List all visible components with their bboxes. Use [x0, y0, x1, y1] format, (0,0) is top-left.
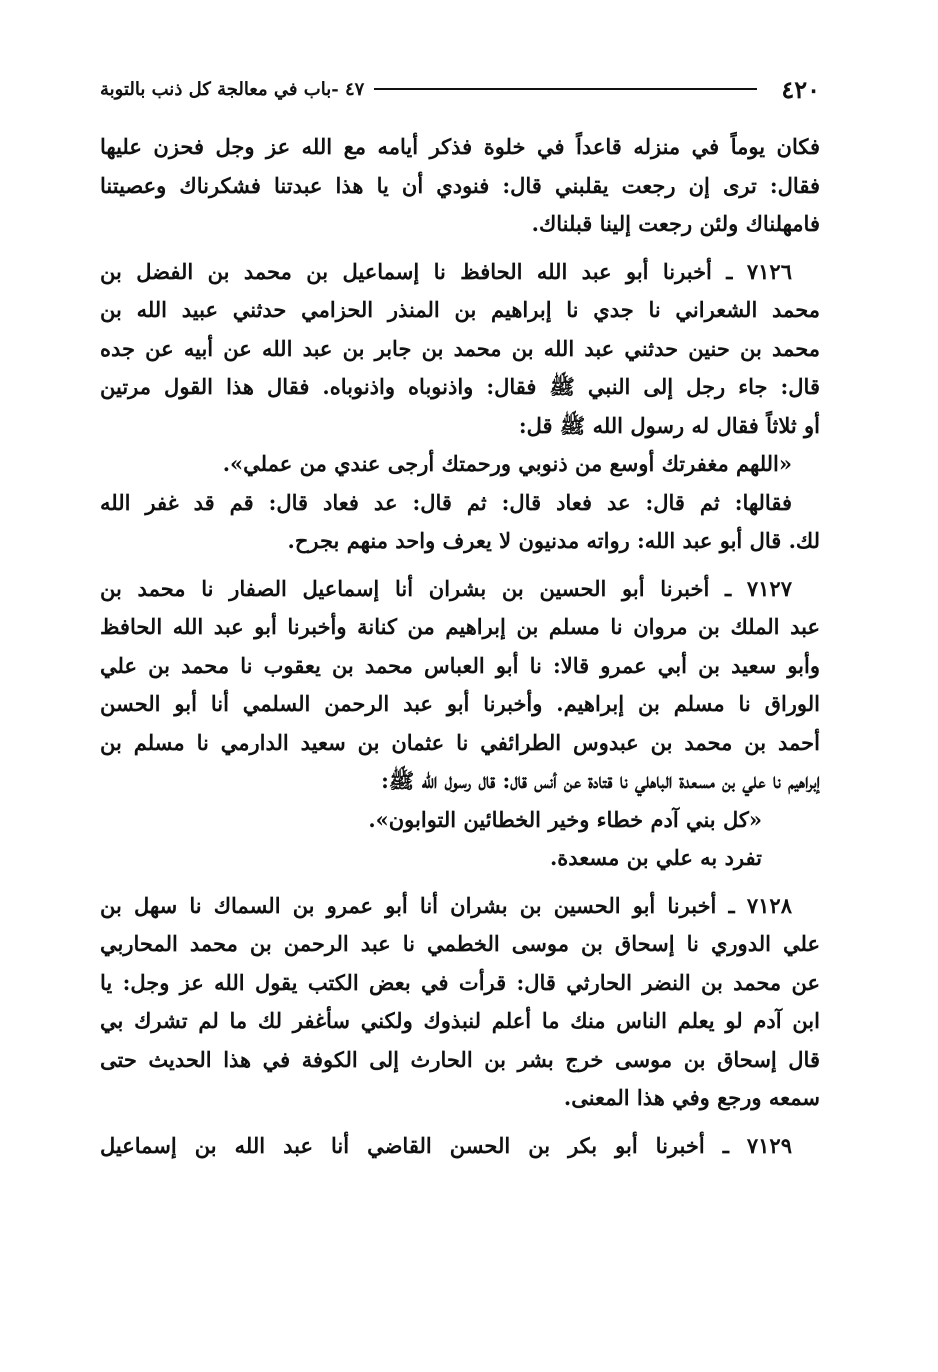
text-line: عبد الملك بن مروان نا مسلم بن إبراهيم من كنانة وأخبرنا أبو عبد الله الحافظ	[100, 614, 820, 639]
text-line: فامهلناك ولئن رجعت إلينا قبلناك.	[531, 211, 820, 236]
chapter-title: ٤٧ -باب في معالجة كل ذنب بالتوبة	[100, 78, 365, 100]
text-line: سمعه ورجع وفي هذا المعنى.	[563, 1085, 820, 1110]
text-line: الوراق نا مسلم بن إبراهيم. وأخبرنا أبو عبد الرحمن السلمي أنا أبو الحسن	[100, 691, 820, 716]
text-line: إبراهيم نا علي بن مسعدة الباهلي نا قتادة عن أنس قال: قال رسول الله ﷺ:	[381, 768, 820, 793]
text-line: أحمد بن محمد بن عبدوس الطرائفي نا عثمان بن سعيد الدارمي نا مسلم بن	[100, 729, 820, 755]
text-line: وأبو سعيد بن أبي عمرو قالا: نا أبو العباس محمد بن يعقوب نا محمد بن علي	[100, 652, 820, 678]
paragraph-gap	[100, 244, 820, 253]
paragraph	[100, 1127, 820, 1166]
text-line: قال: جاء رجل إلى النبي ﷺ فقال: واذنوباه واذنوباه. فقال هذا القول مرتين	[100, 374, 820, 399]
text-line: فقالها: ثم قال: عد فعاد قال: ثم قال: عد فعاد قال: قم قد غفر الله	[100, 489, 792, 515]
paragraph	[100, 887, 820, 1118]
hadith-7126-start: ٧١٢٦ ـ أخبرنا أبو عبد الله الحافظ نا إسماعيل بن محمد بن الفضل بن	[100, 258, 792, 284]
paragraph-gap	[100, 878, 820, 887]
text-line: ابن آدم لو يعلم الناس منك ما أعلم لنبذوك ولكني سأغفر لك ما لم تشرك بي	[100, 1008, 820, 1033]
page-number: ٤٢٠	[781, 74, 820, 104]
body-text	[100, 128, 820, 1165]
text-line: محمد الشعراني نا جدي نا إبراهيم بن المنذر الحزامي حدثني عبيد الله بن	[100, 297, 820, 322]
hadith-7127-start: ٧١٢٧ ـ أخبرنا أبو الحسين بن بشران أنا إسماعيل الصفار نا محمد بن	[100, 575, 792, 601]
quoted-hadith: «كل بني آدم خطاء وخير الخطائين التوابون».	[368, 806, 762, 832]
header-rule	[374, 88, 757, 90]
text-line: محمد بن حنين حدثني عبد الله بن محمد بن جابر بن عبد الله عن أبيه عن جده	[100, 335, 820, 361]
hadith-7128-start: ٧١٢٨ ـ أخبرنا أبو الحسين بن بشران أنا أبو عمرو بن السماك نا سهل بن	[100, 892, 792, 918]
paragraph	[100, 128, 820, 244]
paragraph-gap	[100, 561, 820, 570]
text-line: لك. قال أبو عبد الله: رواته مدنيون لا يعرف واحد منهم بجرح.	[287, 528, 820, 553]
text-line: عن محمد بن النضر الحارثي قال: قرأت في بعض الكتب يقول الله عز وجل: يا	[100, 969, 820, 995]
running-header	[100, 72, 820, 106]
paragraph-gap	[100, 1118, 820, 1127]
text-line: علي الدوري نا إسحاق بن موسى الخطمي نا عبد الرحمن بن محمد المحاربي	[100, 931, 820, 956]
text-line: أو ثلاثاً فقال له رسول الله ﷺ قل:	[518, 412, 820, 438]
text-line: تفرد به علي بن مسعدة.	[549, 845, 762, 870]
paragraph	[100, 570, 820, 878]
text-line: فكان يوماً في منزله قاعداً في خلوة فذكر أيامه مع الله عز وجل فحزن عليها	[100, 134, 820, 159]
text-line: فقال: ترى إن رجعت يقلبني قال: فنودي أن يا هذا عبدتنا فشكرناك وعصيتنا	[100, 172, 820, 198]
quoted-supplication: «اللهم مغفرتك أوسع من ذنوبي ورحمتك أرجى عندي من عملي».	[222, 451, 792, 476]
text-line: قال إسحاق بن موسى خرج بشر بن الحارث إلى الكوفة في هذا الحديث حتى	[100, 1046, 820, 1072]
hadith-7129-start: ٧١٢٩ ـ أخبرنا أبو بكر بن الحسن القاضي أنا عبد الله بن إسماعيل	[100, 1132, 792, 1158]
paragraph	[100, 253, 820, 561]
